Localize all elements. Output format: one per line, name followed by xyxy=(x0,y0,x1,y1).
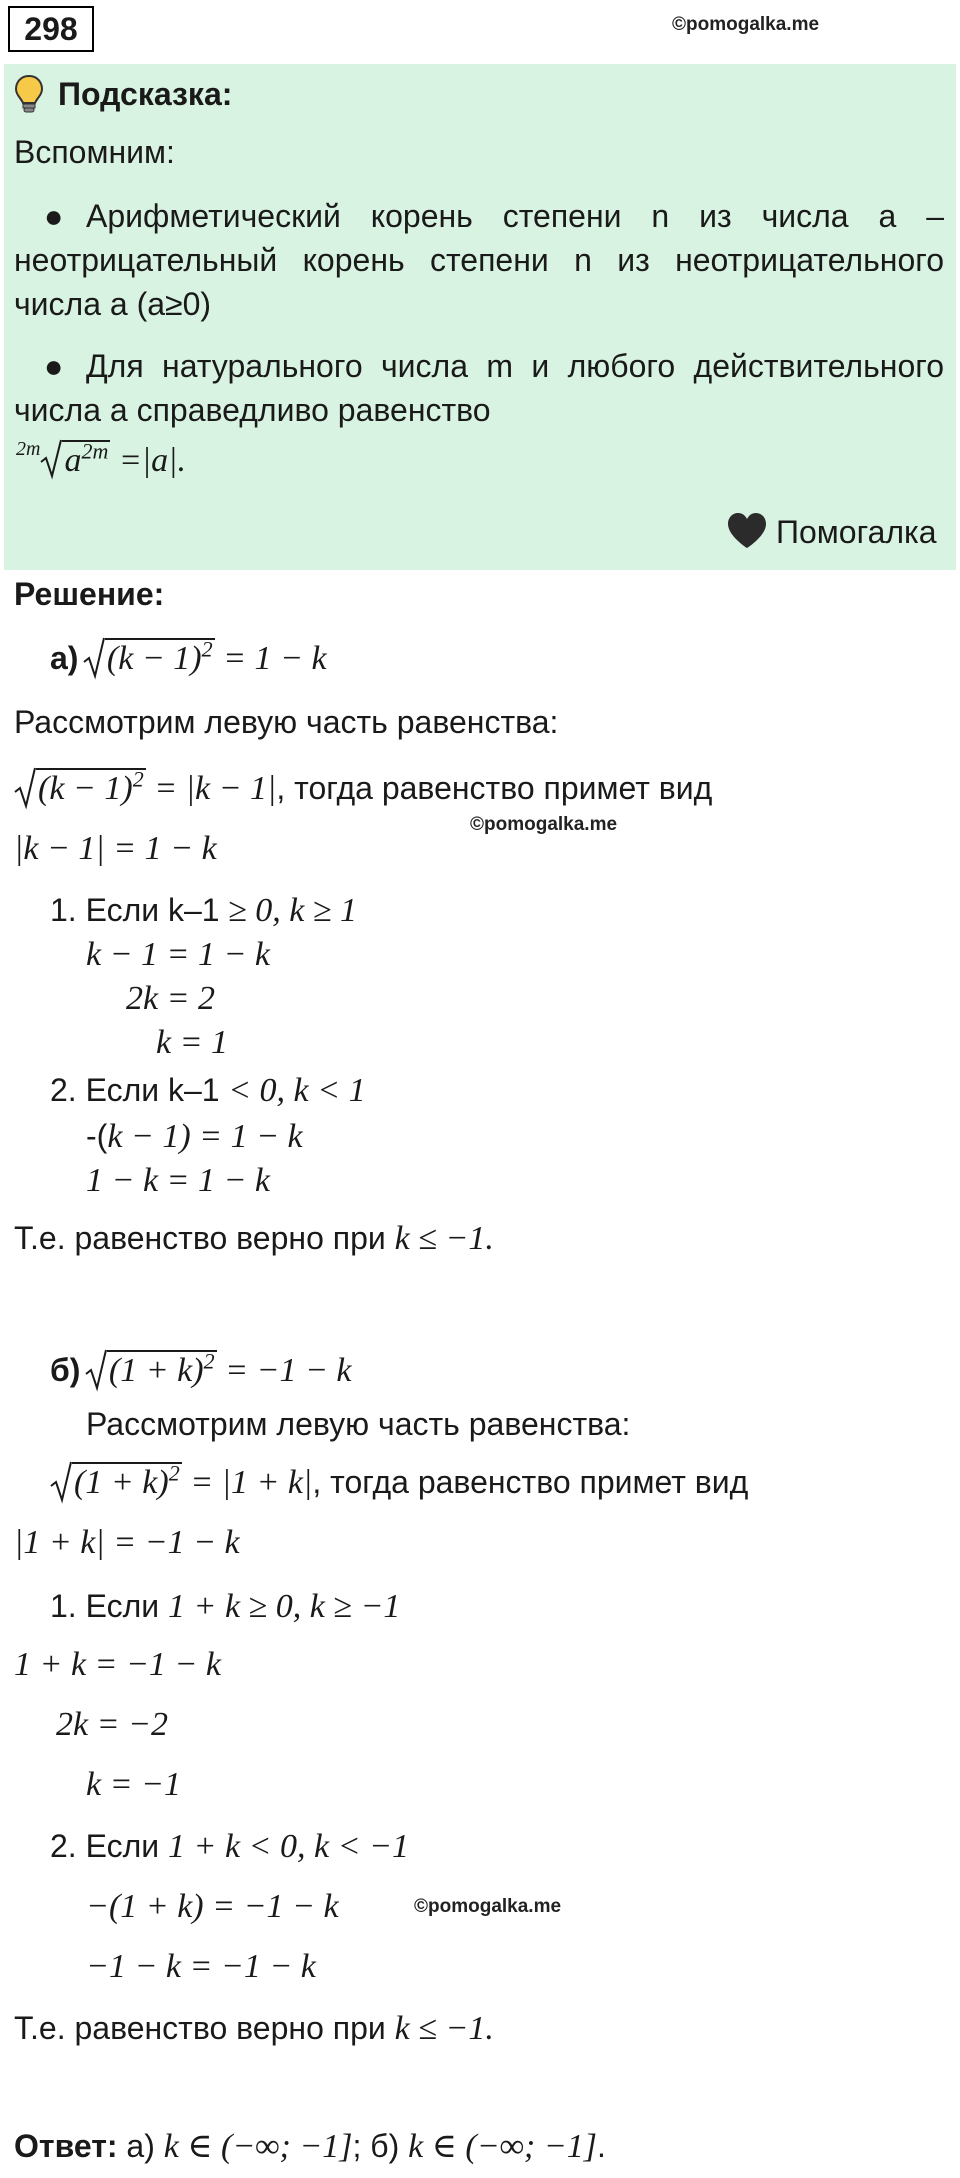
hint-formula xyxy=(16,440,186,480)
lightbulb-icon xyxy=(14,74,44,119)
part-a-consider: Рассмотрим левую часть равенства: xyxy=(14,704,559,740)
part-b-case-2-line-1: −(1 + k) = −1 − k xyxy=(86,1888,339,1925)
part-a-case-1: 1. Если k–1 ≥ 0, k ≥ 1 xyxy=(50,892,358,929)
part-b-case-1: 1. Если 1 + k ≥ 0, k ≥ −1 xyxy=(50,1588,401,1625)
problem-number: 298 xyxy=(8,6,94,52)
part-b-label: б) xyxy=(50,1352,81,1388)
bullet-icon: ● xyxy=(44,348,64,384)
watermark-top: ©pomogalka.me xyxy=(672,14,820,35)
part-a-case-2: 2. Если k–1 < 0, k < 1 xyxy=(50,1072,366,1109)
watermark-bottom: ©pomogalka.me xyxy=(414,1896,562,1917)
part-a-case-2-line-2: 1 − k = 1 − k xyxy=(86,1162,271,1199)
part-a-conclusion: Т.е. равенство верно при k ≤ −1. xyxy=(14,1220,494,1257)
answer-label: Ответ: xyxy=(14,2128,118,2164)
formula-rest: =|a|. xyxy=(110,442,186,479)
formula-base: a xyxy=(64,442,82,479)
formula-exp: 2m xyxy=(81,438,109,464)
part-a-left-radical: $(k - 1)^2$ xyxy=(14,768,146,808)
hint-bullet-1: Арифметический корень степени n из числа a – неотрицательный корень степени n из неотрицательного числа a (a≥0) xyxy=(14,198,944,322)
part-b-left-side: $(1 + k)^2 = |1 + k|$, тогда равенство примет вид xyxy=(50,1462,748,1502)
formula-index: 2m xyxy=(16,438,41,460)
part-b-radical: $(1 + k)^2$ xyxy=(85,1350,217,1390)
part-b-abs-equation: |1 + k| = −1 − k xyxy=(14,1524,240,1561)
part-b-case-2: 2. Если 1 + k < 0, k < −1 xyxy=(50,1828,409,1865)
part-b-equation xyxy=(50,1350,351,1390)
part-b-case-1-line-1: 1 + k = −1 − k xyxy=(14,1646,221,1683)
watermark-middle: ©pomogalka.me xyxy=(470,814,618,835)
solution-title: Решение: xyxy=(14,576,165,612)
part-b-left-radical: $(1 + k)^2$ xyxy=(50,1462,182,1502)
brand-name: Помогалка xyxy=(776,514,937,550)
hint-title: Подсказка: xyxy=(58,76,233,112)
part-b-conclusion: Т.е. равенство верно при k ≤ −1. xyxy=(14,2010,494,2047)
part-b-consider: Рассмотрим левую часть равенства: xyxy=(86,1406,631,1442)
part-a-equation xyxy=(50,638,327,678)
part-a-case-1-line-3: k = 1 xyxy=(156,1024,229,1061)
part-a-left-side: $(k - 1)^2 = |k - 1|$, тогда равенство примет вид xyxy=(14,768,712,808)
part-b-rhs: = −1 − k xyxy=(216,1352,352,1389)
part-b-case-2-line-2: −1 − k = −1 − k xyxy=(86,1948,316,1985)
part-b-case-1-line-2: 2k = −2 xyxy=(56,1706,168,1743)
heart-icon xyxy=(726,512,768,555)
hint-intro: Вспомним: xyxy=(14,134,175,170)
answer-line: Ответ: а) k ∈ (−∞; −1]; б) k ∈ (−∞; −1]. xyxy=(14,2128,606,2165)
part-a-rhs: = 1 − k xyxy=(214,640,327,677)
part-a-case-2-line-1: -(k − 1) = 1 − k xyxy=(86,1118,303,1155)
part-a-label: а) xyxy=(50,640,79,676)
hint-bullet-2: Для натурального числа m и любого действительного числа a справедливо равенство xyxy=(14,348,944,428)
part-a-case-1-line-2: 2k = 2 xyxy=(126,980,216,1017)
part-b-case-1-line-3: k = −1 xyxy=(86,1766,181,1803)
part-a-case-1-line-1: k − 1 = 1 − k xyxy=(86,936,271,973)
formula-radical xyxy=(40,440,110,480)
part-a-abs-equation: |k − 1| = 1 − k xyxy=(14,830,217,867)
part-a-radical: $(k - 1)^2$ xyxy=(83,638,215,678)
bullet-icon: ● xyxy=(44,198,64,234)
